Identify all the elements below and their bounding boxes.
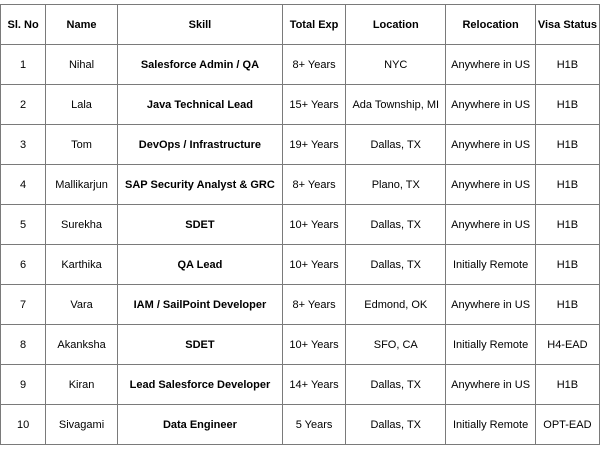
cell-sl-no: 10	[1, 405, 46, 445]
header-skill: Skill	[117, 5, 282, 45]
cell-visa-status: H1B	[535, 365, 599, 405]
cell-name: Mallikarjun	[46, 165, 118, 205]
cell-sl-no: 5	[1, 205, 46, 245]
cell-sl-no: 6	[1, 245, 46, 285]
table-row	[1, 245, 600, 285]
cell-visa-status: H1B	[535, 85, 599, 125]
cell-location: SFO, CA	[346, 325, 446, 365]
cell-total-exp: 14+ Years	[282, 365, 345, 405]
cell-visa-status: H1B	[535, 205, 599, 245]
table-row	[1, 205, 600, 245]
candidates-table	[0, 4, 600, 445]
cell-location: Dallas, TX	[346, 125, 446, 165]
cell-skill: SDET	[117, 325, 282, 365]
cell-visa-status: H4-EAD	[535, 325, 599, 365]
table-row	[1, 125, 600, 165]
cell-name: Kiran	[46, 365, 118, 405]
header-total-exp: Total Exp	[282, 5, 345, 45]
cell-relocation: Initially Remote	[446, 325, 535, 365]
cell-location: Dallas, TX	[346, 405, 446, 445]
cell-total-exp: 10+ Years	[282, 325, 345, 365]
cell-relocation: Anywhere in US	[446, 205, 535, 245]
cell-name: Lala	[46, 85, 118, 125]
cell-relocation: Initially Remote	[446, 245, 535, 285]
cell-name: Karthika	[46, 245, 118, 285]
cell-total-exp: 5 Years	[282, 405, 345, 445]
cell-relocation: Anywhere in US	[446, 165, 535, 205]
table-row	[1, 45, 600, 85]
cell-location: Dallas, TX	[346, 365, 446, 405]
cell-name: Nihal	[46, 45, 118, 85]
header-name: Name	[46, 5, 118, 45]
cell-location: Plano, TX	[346, 165, 446, 205]
table-row	[1, 325, 600, 365]
cell-skill: SAP Security Analyst & GRC	[117, 165, 282, 205]
cell-sl-no: 1	[1, 45, 46, 85]
cell-skill: IAM / SailPoint Developer	[117, 285, 282, 325]
cell-relocation: Anywhere in US	[446, 125, 535, 165]
cell-location: Dallas, TX	[346, 245, 446, 285]
cell-total-exp: 8+ Years	[282, 45, 345, 85]
cell-skill: Data Engineer	[117, 405, 282, 445]
cell-sl-no: 8	[1, 325, 46, 365]
table-row	[1, 165, 600, 205]
cell-location: Ada Township, MI	[346, 85, 446, 125]
cell-sl-no: 7	[1, 285, 46, 325]
cell-name: Surekha	[46, 205, 118, 245]
header-sl-no: Sl. No	[1, 5, 46, 45]
cell-relocation: Anywhere in US	[446, 365, 535, 405]
header-location: Location	[346, 5, 446, 45]
cell-relocation: Anywhere in US	[446, 285, 535, 325]
cell-name: Sivagami	[46, 405, 118, 445]
cell-visa-status: H1B	[535, 125, 599, 165]
cell-skill: SDET	[117, 205, 282, 245]
cell-sl-no: 4	[1, 165, 46, 205]
cell-total-exp: 8+ Years	[282, 165, 345, 205]
table-row	[1, 365, 600, 405]
cell-visa-status: H1B	[535, 165, 599, 205]
cell-total-exp: 10+ Years	[282, 205, 345, 245]
table-row	[1, 405, 600, 445]
cell-visa-status: H1B	[535, 245, 599, 285]
cell-visa-status: OPT-EAD	[535, 405, 599, 445]
cell-skill: DevOps / Infrastructure	[117, 125, 282, 165]
cell-relocation: Initially Remote	[446, 405, 535, 445]
cell-visa-status: H1B	[535, 45, 599, 85]
cell-location: Dallas, TX	[346, 205, 446, 245]
cell-name: Akanksha	[46, 325, 118, 365]
cell-relocation: Anywhere in US	[446, 85, 535, 125]
cell-sl-no: 2	[1, 85, 46, 125]
table-row	[1, 285, 600, 325]
cell-total-exp: 8+ Years	[282, 285, 345, 325]
cell-sl-no: 3	[1, 125, 46, 165]
cell-location: Edmond, OK	[346, 285, 446, 325]
cell-sl-no: 9	[1, 365, 46, 405]
cell-total-exp: 15+ Years	[282, 85, 345, 125]
cell-skill: QA Lead	[117, 245, 282, 285]
cell-name: Vara	[46, 285, 118, 325]
cell-total-exp: 19+ Years	[282, 125, 345, 165]
header-visa-status: Visa Status	[535, 5, 599, 45]
cell-relocation: Anywhere in US	[446, 45, 535, 85]
cell-skill: Salesforce Admin / QA	[117, 45, 282, 85]
header-relocation: Relocation	[446, 5, 535, 45]
cell-skill: Lead Salesforce Developer	[117, 365, 282, 405]
table-header-row	[1, 5, 600, 45]
cell-total-exp: 10+ Years	[282, 245, 345, 285]
cell-location: NYC	[346, 45, 446, 85]
cell-visa-status: H1B	[535, 285, 599, 325]
cell-name: Tom	[46, 125, 118, 165]
table-row	[1, 85, 600, 125]
cell-skill: Java Technical Lead	[117, 85, 282, 125]
